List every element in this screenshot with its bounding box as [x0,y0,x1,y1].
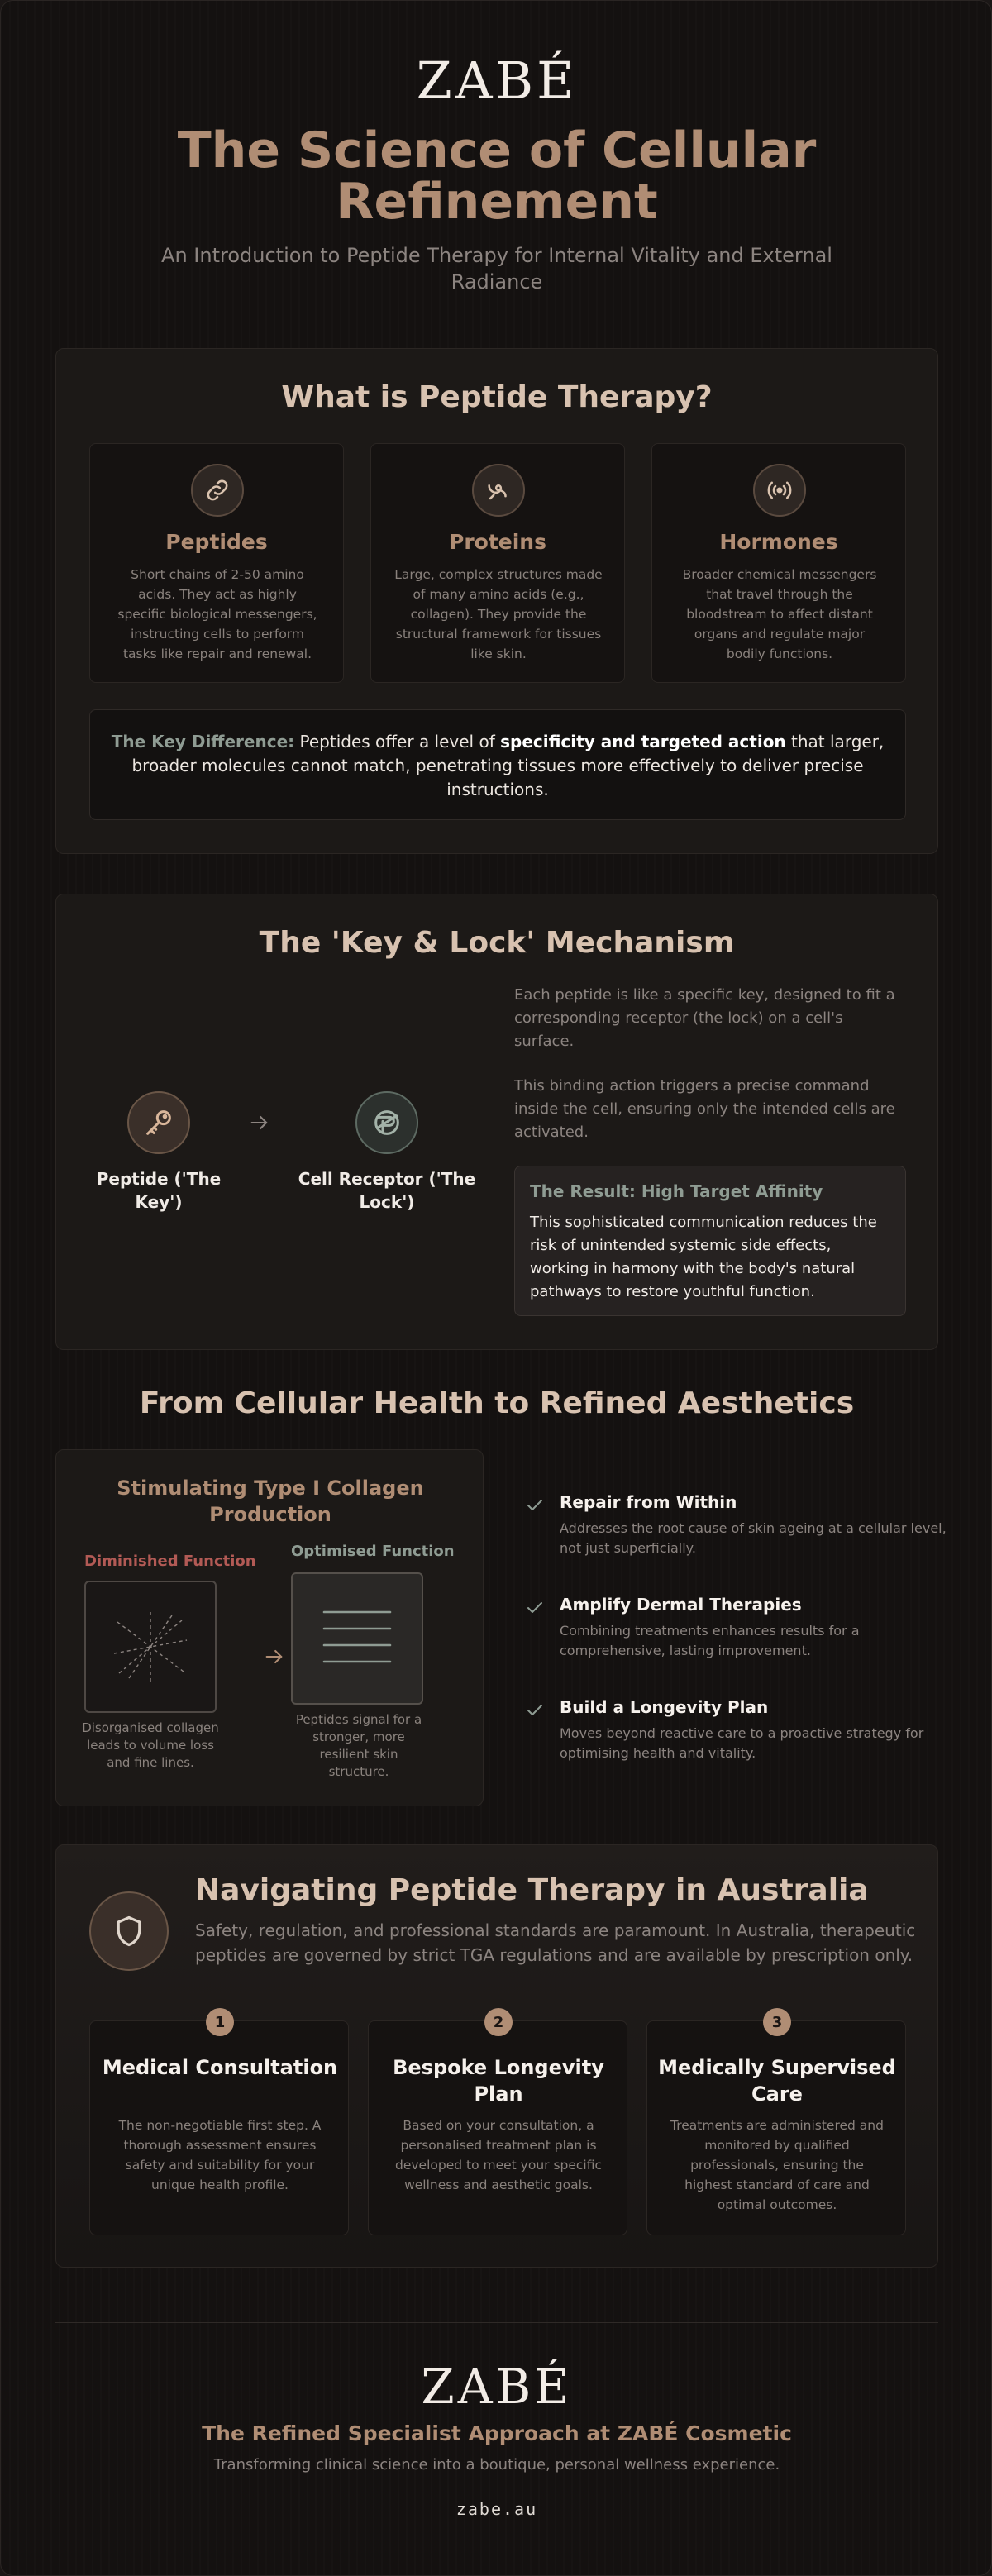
broadcast-icon [753,464,806,517]
benefit-title: Amplify Dermal Therapies [560,1595,802,1615]
key-difference-label: The Key Difference: [111,732,295,751]
hero-subtitle: An Introduction to Peptide Therapy for Internal Vitality and External Radiance [161,244,832,293]
brand-logo-top: ZABÉ [416,50,578,111]
step-number: 3 [763,2008,791,2036]
arrow-right-icon [263,1645,286,1672]
optimised-label: Optimised Function [291,1543,455,1560]
australia-section [55,1844,938,2268]
check-icon [525,1701,545,1724]
step-title: Medically Supervised Care [658,2056,896,2106]
mechanism-title: The 'Key & Lock' Mechanism [259,926,735,960]
hormones-card [651,443,906,683]
mechanism-paragraph-1: Each peptide is like a specific key, designed to fit a corresponding receptor (the lock) on a cell's surface. [514,986,895,1050]
benefit-description: Addresses the root cause of skin ageing at a cellular level, not just superficially. [560,1520,947,1556]
benefit-description: Moves beyond reactive care to a proactive strategy for optimising health and vitality. [560,1725,924,1761]
disorganised-collagen-icon [84,1581,217,1713]
mechanism-section [55,894,938,1350]
receptor-lock-icon [355,1091,418,1154]
key-difference-emphasis: specificity and targeted action [500,732,786,751]
what-is-section [55,348,938,854]
what-is-title: What is Peptide Therapy? [281,380,713,414]
step-description: The non-negotiable first step. A thorough assessment ensures safety and suitability for your unique health profile. [118,2118,322,2192]
brand-logo-footer: ZABÉ [421,2359,573,2415]
card-description: Broader chemical messengers that travel through the bloodstream to affect distant organs and regulate major bodily functions. [682,567,877,661]
step-title: Medical Consultation [102,2056,338,2079]
step-description: Based on your consultation, a personalised treatment plan is developed to meet your specific wellness and aesthetic goals. [394,2118,603,2192]
proteins-card [370,443,625,683]
card-description: Large, complex structures made of many amino acids (e.g., collagen). They provide the structural framework for tissues like skin. [394,567,603,661]
step-number: 1 [206,2008,234,2036]
check-icon [525,1496,545,1519]
website-link[interactable]: zabe.au [455,2499,538,2519]
card-description: Short chains of 2-50 amino acids. They act as highly specific biological messengers, instructing cells to perform tasks like repair and renewal. [117,567,317,661]
collagen-card [55,1449,484,1806]
result-title: The Result: High Target Affinity [530,1181,823,1201]
step-card [646,2013,906,2235]
card-title: Peptides [165,530,268,554]
peptide-key-label: Peptide ('The Key') [96,1169,222,1212]
benefit-title: Repair from Within [560,1492,737,1512]
link-icon [191,464,244,517]
step-description: Treatments are administered and monitored by qualified professionals, ensuring the highest standard of care and optimal outcomes. [670,2118,884,2212]
check-icon [525,1598,545,1621]
receptor-lock-label: Cell Receptor ('The Lock') [298,1169,476,1212]
arrow-right-icon [248,1111,271,1138]
peptides-card [89,443,344,683]
step-card [368,2013,627,2235]
collagen-title: Stimulating Type I Collagen Production [117,1476,424,1526]
aesthetics-title: From Cellular Health to Refined Aesthetics [139,1386,855,1420]
australia-title: Navigating Peptide Therapy in Australia [195,1873,869,1907]
result-text: This sophisticated communication reduces the risk of unintended systemic side effects, working in harmony with the body's natural pathways to restore youthful function. [530,1214,877,1300]
benefit-title: Build a Longevity Plan [560,1697,769,1717]
footer-subtitle: Transforming clinical science into a boutique, personal wellness experience. [213,2456,780,2473]
mechanism-paragraph-2: This binding action triggers a precise command inside the cell, ensuring only the intended cells are activated. [514,1077,895,1141]
card-title: Hormones [719,530,838,554]
diminished-label: Diminished Function [84,1553,256,1570]
key-icon [127,1091,190,1154]
step-card [89,2013,349,2235]
hero-title: The Science of Cellular Refinement [177,122,817,231]
result-callout [514,1166,906,1316]
optimised-caption: Peptides signal for a stronger, more resilient skin structure. [295,1712,422,1779]
organised-collagen-icon [291,1572,423,1705]
step-number: 2 [484,2008,513,2036]
key-difference-text-end: that larger, broader molecules cannot match, penetrating tissues more effectively to deliver precise instructions. [131,732,885,799]
key-difference-text: Peptides offer a level of [299,732,495,751]
footer-title: The Refined Specialist Approach at ZABÉ Cosmetic [202,2421,792,2445]
diminished-caption: Disorganised collagen leads to volume loss and fine lines. [82,1720,219,1770]
shield-icon [89,1891,169,1971]
key-difference-callout [89,709,906,820]
australia-description: Safety, regulation, and professional standards are paramount. In Australia, therapeutic peptides are governed by strict TGA regulations and are available by prescription only. [195,1920,916,1965]
footer-divider [55,2322,938,2323]
step-title: Bespoke Longevity Plan [393,2056,604,2106]
spiral-icon [472,464,525,517]
benefit-description: Combining treatments enhances results for a comprehensive, lasting improvement. [560,1623,860,1658]
card-title: Proteins [449,530,546,554]
